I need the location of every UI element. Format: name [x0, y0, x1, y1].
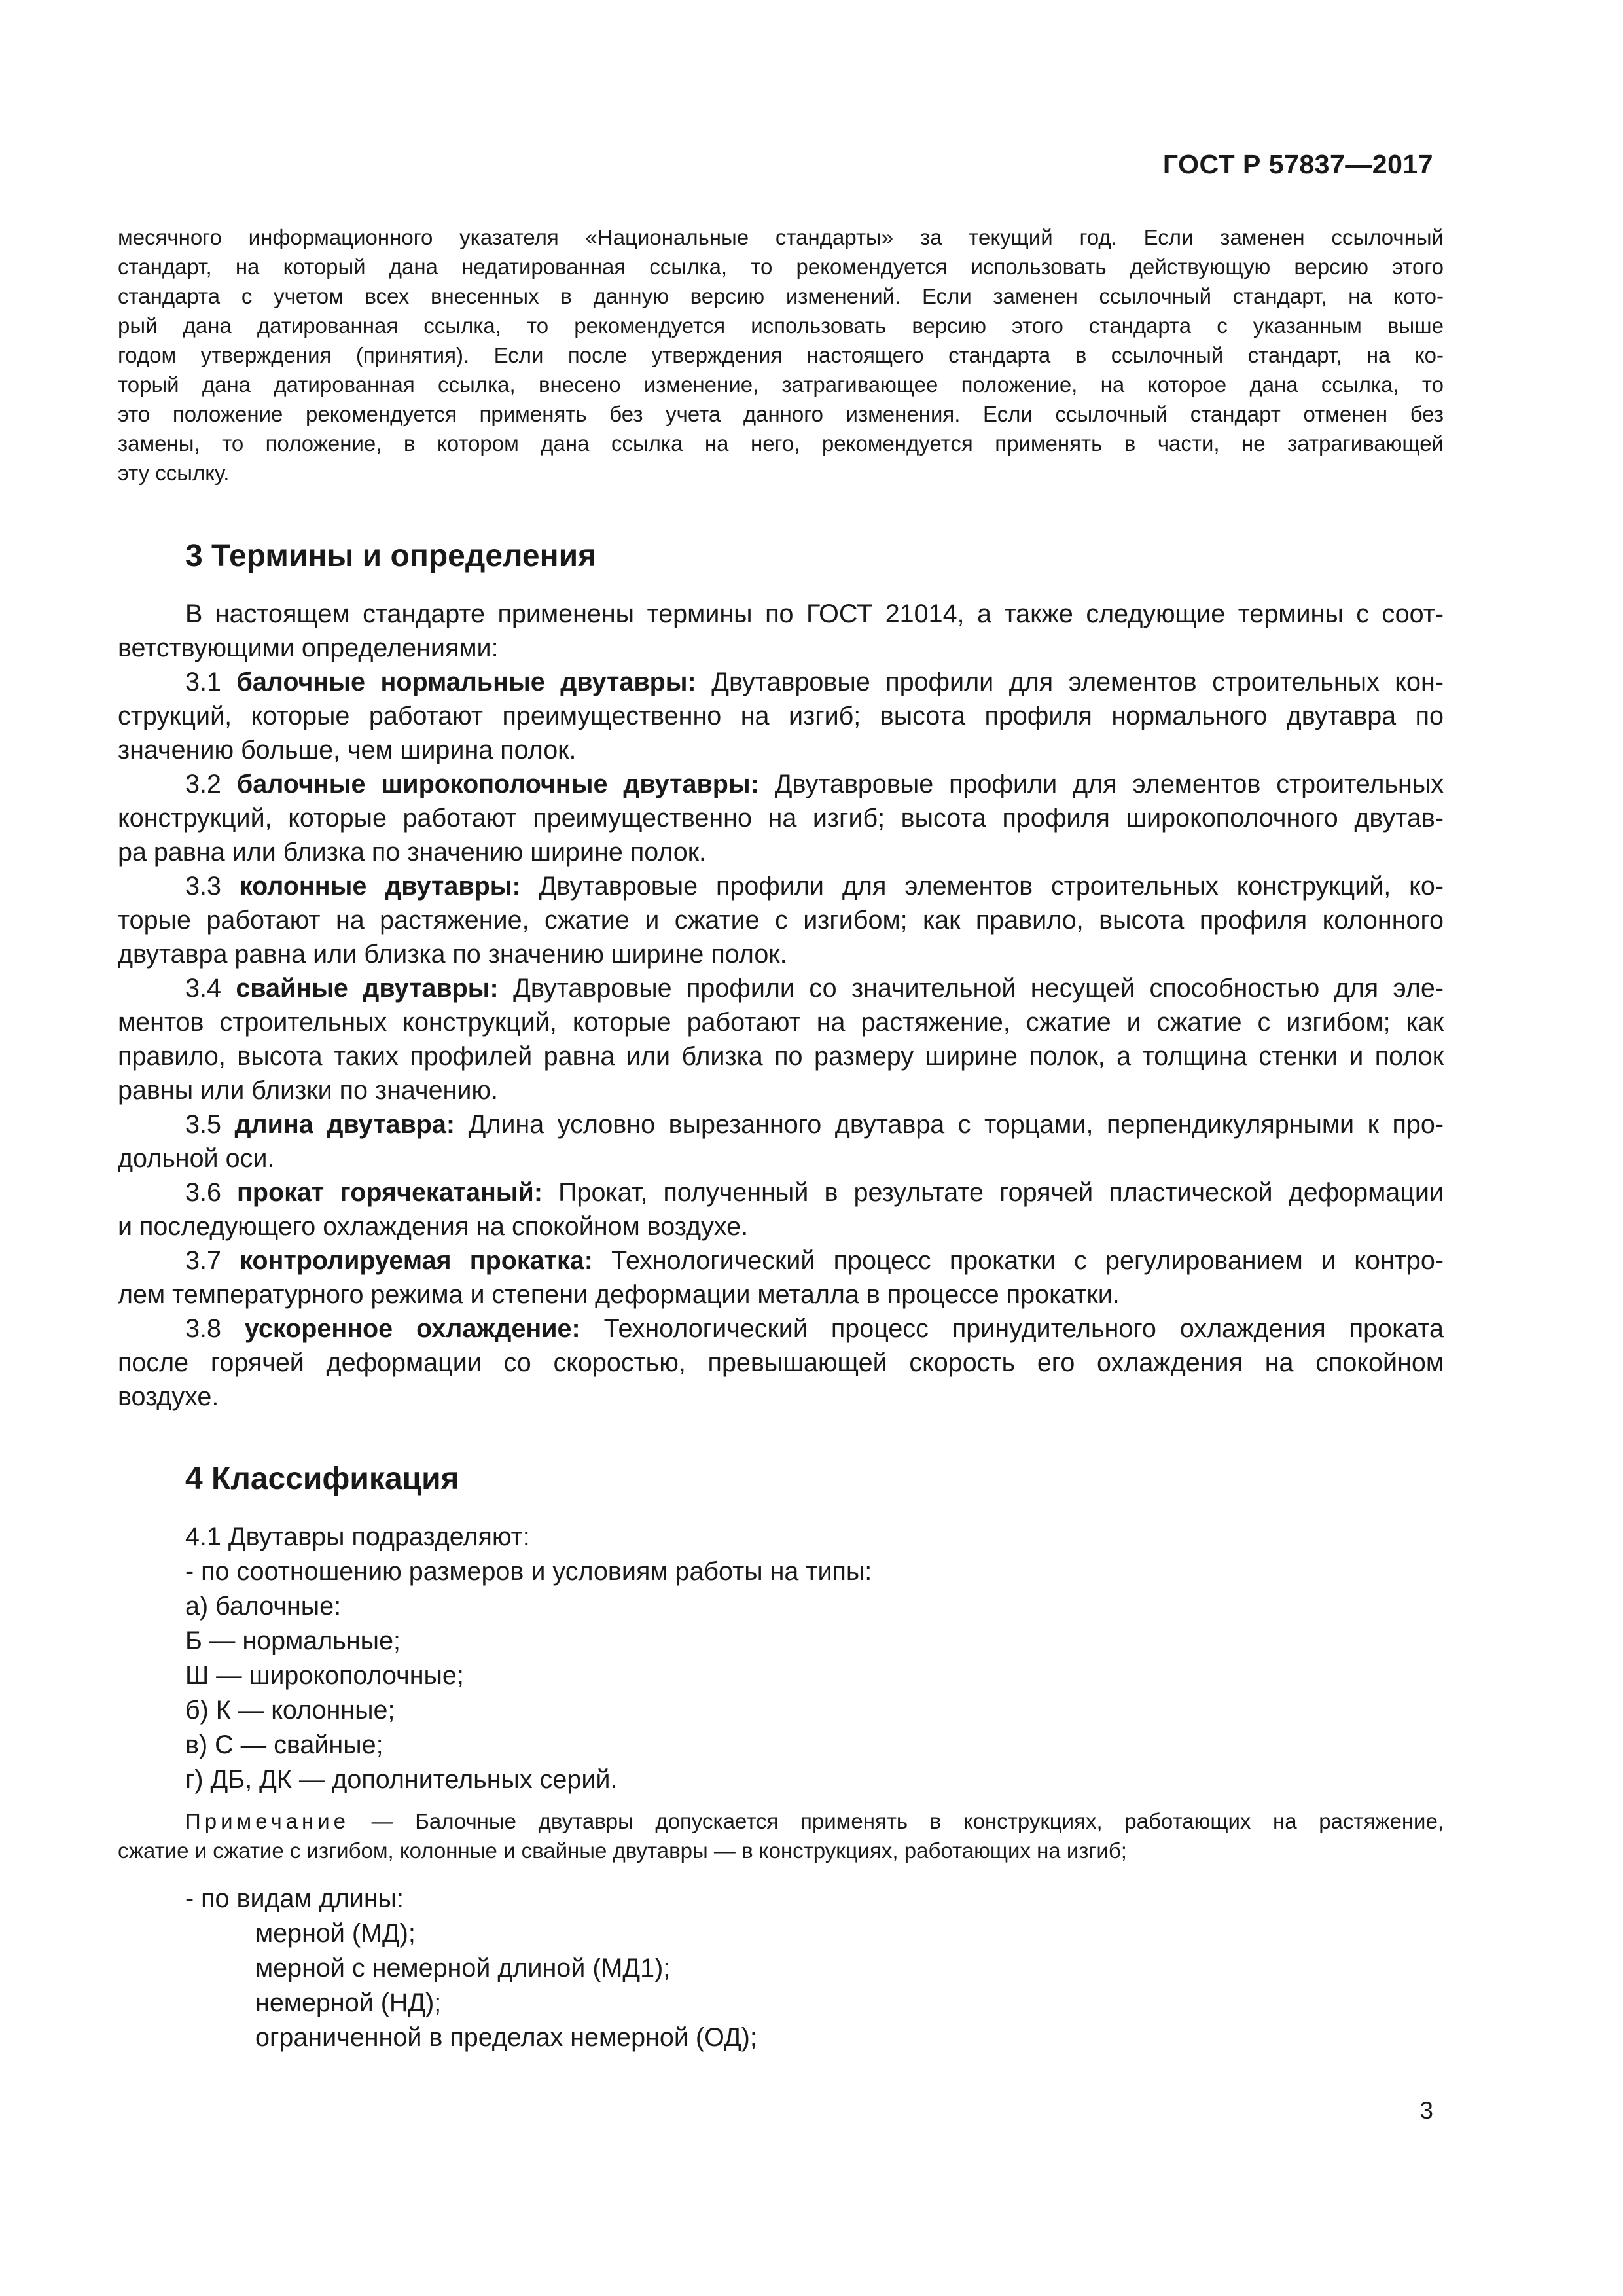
text-line: эту ссылку.	[118, 461, 230, 485]
text-line: лем температурного режима и степени деформации металла в процессе прокатки.	[118, 1280, 1120, 1309]
list-item: - по видам длины:	[185, 1884, 404, 1913]
term-3-1: 3.1 балочные нормальные двутавры: Двутавровые профили для элементов строительных кон-	[185, 668, 1444, 696]
text-line: правило, высота таких профилей равна или близка по размеру ширине полок, а толщина стенки и полок	[118, 1042, 1444, 1071]
text-line: это положение рекомендуется применять без учета данного изменения. Если ссылочный стандарт отменен без	[118, 402, 1444, 426]
list-item: ограниченной в пределах немерной (ОД);	[255, 2023, 757, 2052]
text-line: замены, то положение, в котором дана ссылка на него, рекомендуется применять в части, не затрагивающей	[118, 431, 1444, 456]
list-item: - по соотношению размеров и условиям работы на типы:	[185, 1557, 872, 1586]
text-line: значению больше, чем ширина полок.	[118, 736, 577, 764]
list-item: 4.1 Двутавры подразделяют:	[185, 1522, 530, 1551]
text-line: стандарт, на который дана недатированная ссылка, то рекомендуется использовать действующую версию этого	[118, 255, 1444, 279]
page-number: 3	[1419, 2097, 1433, 2124]
term-3-8: 3.8 ускоренное охлаждение: Технологический процесс принудительного охлаждения проката	[185, 1314, 1444, 1343]
term-3-4: 3.4 свайные двутавры: Двутавровые профили со значительной несущей способностью для эле-	[185, 974, 1444, 1003]
list-item: мерной с немерной длиной (МД1);	[255, 1954, 671, 1982]
text-line: стандарта с учетом всех внесенных в данную версию изменений. Если заменен ссылочный стандарт, на кото-	[118, 284, 1444, 308]
text-line: двутавра равна или близка по значению ширине полок.	[118, 940, 787, 969]
section-4-heading: 4 Классификация	[185, 1462, 459, 1496]
term-3-6: 3.6 прокат горячекатаный: Прокат, полученный в результате горячей пластической деформации	[185, 1178, 1444, 1207]
list-item: б) К — колонные;	[185, 1696, 395, 1725]
text-line: конструкций, которые работают преимущественно на изгиб; высота профиля широкополочного двутав-	[118, 804, 1444, 833]
document-code: ГОСТ Р 57837—2017	[1162, 149, 1433, 179]
note-label: Примечание	[185, 1809, 350, 1833]
list-item: в) С — свайные;	[185, 1731, 383, 1759]
text-line: дольной оси.	[118, 1144, 275, 1173]
list-item: а) балочные:	[185, 1592, 342, 1621]
text-line: ра равна или близка по значению ширине полок.	[118, 838, 707, 867]
list-item: Б — нормальные;	[185, 1626, 401, 1655]
list-item: Ш — широкополочные;	[185, 1661, 464, 1690]
text-line: и последующего охлаждения на спокойном воздухе.	[118, 1212, 749, 1241]
note-line: сжатие и сжатие с изгибом, колонные и свайные двутавры — в конструкциях, работающих на изгиб;	[118, 1839, 1127, 1863]
text-line: ветствующими определениями:	[118, 634, 499, 662]
text-line: ментов строительных конструкций, которые работают на растяжение, сжатие и сжатие с изгибом; как	[118, 1008, 1444, 1037]
text-line: В настоящем стандарте применены термины по ГОСТ 21014, а также следующие термины с соот-	[185, 600, 1444, 628]
text-line: торый дана датированная ссылка, внесено изменение, затрагивающее положение, на которое дана ссылка, то	[118, 372, 1444, 397]
list-item: г) ДБ, ДК — дополнительных серий.	[185, 1765, 618, 1794]
section-3-body	[118, 597, 1444, 1414]
text-line: воздухе.	[118, 1382, 219, 1411]
text-line: после горячей деформации со скоростью, превышающей скорость его охлаждения на спокойном	[118, 1348, 1444, 1377]
text-line: струкций, которые работают преимущественно на изгиб; высота профиля нормального двутавра по	[118, 702, 1444, 730]
intro-paragraph	[118, 223, 1444, 488]
term-3-7: 3.7 контролируемая прокатка: Технологический процесс прокатки с регулированием и контро-	[185, 1246, 1444, 1275]
text-line: равны или близки по значению.	[118, 1076, 499, 1105]
text-line: годом утверждения (принятия). Если после утверждения настоящего стандарта в ссылочный стандарт, на ко-	[118, 343, 1444, 367]
text-line: рый дана датированная ссылка, то рекомендуется использовать версию этого стандарта с указанным выше	[118, 314, 1444, 338]
term-3-3: 3.3 колонные двутавры: Двутавровые профили для элементов строительных конструкций, ко-	[185, 872, 1444, 901]
section-3-heading: 3 Термины и определения	[185, 539, 597, 573]
text-line: месячного информационного указателя «Национальные стандарты» за текущий год. Если заменен ссылочный	[118, 225, 1444, 249]
note-line: Примечание — Балочные двутавры допускается применять в конструкциях, работающих на растяжение,	[185, 1809, 1444, 1833]
list-item: мерной (МД);	[255, 1919, 416, 1948]
list-item: немерной (НД);	[255, 1988, 442, 2017]
term-3-5: 3.5 длина двутавра: Длина условно вырезанного двутавра с торцами, перпендикулярными к про-	[185, 1110, 1444, 1139]
text-line: торые работают на растяжение, сжатие и сжатие с изгибом; как правило, высота профиля колонного	[118, 906, 1444, 935]
term-3-2: 3.2 балочные широкополочные двутавры: Двутавровые профили для элементов строительных	[185, 770, 1444, 798]
note-paragraph	[118, 1806, 1444, 1865]
